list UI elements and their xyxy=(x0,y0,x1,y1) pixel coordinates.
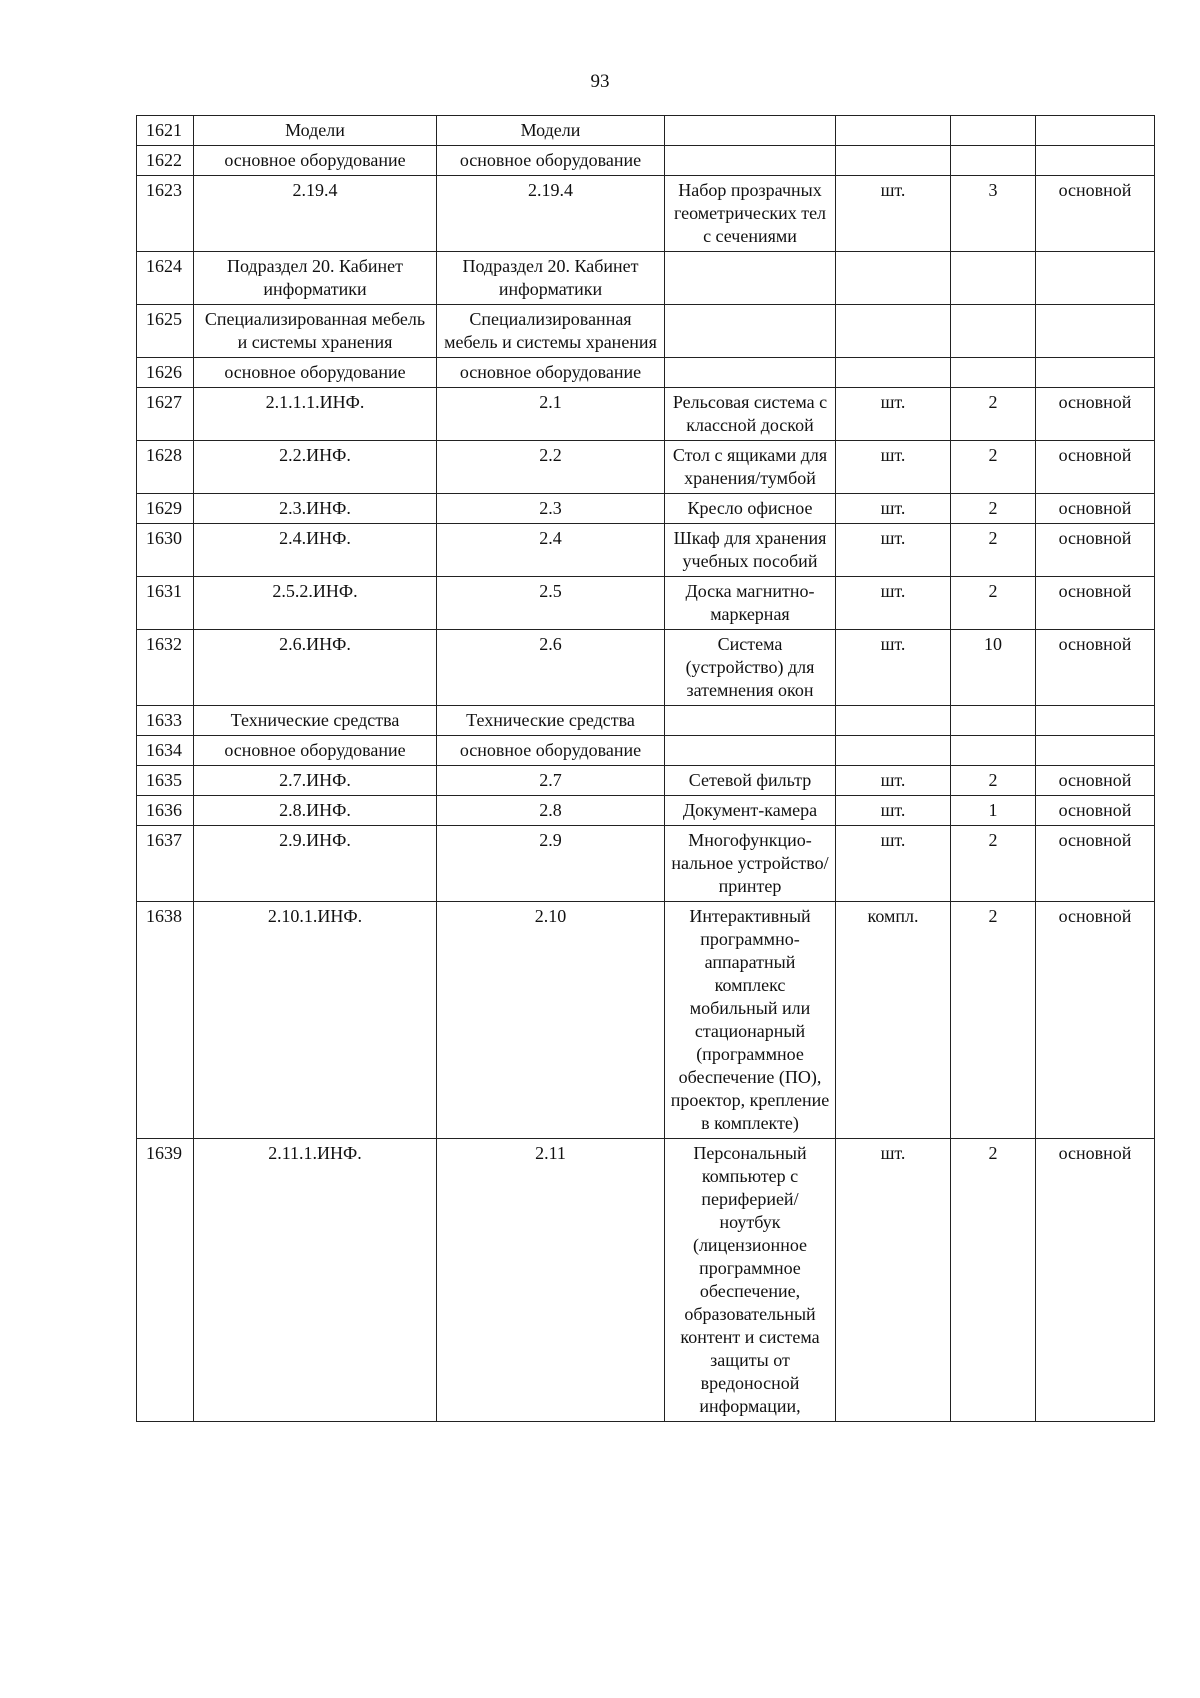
table-row xyxy=(137,736,1155,766)
type-cell xyxy=(1036,305,1155,358)
item-name-cell: Шкаф для хранения учебных пособий xyxy=(665,524,836,577)
table-row xyxy=(137,358,1155,388)
section-code-cell: основное оборудование xyxy=(194,146,437,176)
row-number-cell: 1637 xyxy=(137,826,194,902)
table-row xyxy=(137,252,1155,305)
type-cell xyxy=(1036,358,1155,388)
section-code-cell: 2.10.1.ИНФ. xyxy=(194,902,437,1139)
table-row xyxy=(137,902,1155,1139)
quantity-cell: 2 xyxy=(951,902,1036,1139)
unit-cell xyxy=(836,146,951,176)
type-cell: основной xyxy=(1036,524,1155,577)
table-row xyxy=(137,305,1155,358)
row-number-cell: 1621 xyxy=(137,116,194,146)
unit-cell: шт. xyxy=(836,176,951,252)
ref-code-cell: основное оборудование xyxy=(437,146,665,176)
row-number-cell: 1627 xyxy=(137,388,194,441)
quantity-cell xyxy=(951,358,1036,388)
type-cell: основной xyxy=(1036,766,1155,796)
quantity-cell: 10 xyxy=(951,630,1036,706)
table-row xyxy=(137,176,1155,252)
section-code-cell: основное оборудование xyxy=(194,736,437,766)
item-name-cell: Документ-камера xyxy=(665,796,836,826)
table-row xyxy=(137,766,1155,796)
item-name-cell xyxy=(665,706,836,736)
quantity-cell: 2 xyxy=(951,826,1036,902)
unit-cell: шт. xyxy=(836,630,951,706)
section-code-cell: 2.1.1.1.ИНФ. xyxy=(194,388,437,441)
type-cell: основной xyxy=(1036,1139,1155,1422)
row-number-cell: 1633 xyxy=(137,706,194,736)
ref-code-cell: 2.1 xyxy=(437,388,665,441)
quantity-cell: 2 xyxy=(951,441,1036,494)
item-name-cell: Интерактивный программно-аппаратный комплекс мобильный или стационарный (программное обеспечение (ПО), проектор, крепление в комплекте) xyxy=(665,902,836,1139)
section-code-cell: 2.5.2.ИНФ. xyxy=(194,577,437,630)
type-cell xyxy=(1036,146,1155,176)
quantity-cell: 2 xyxy=(951,494,1036,524)
section-code-cell: Подраздел 20. Кабинет информатики xyxy=(194,252,437,305)
table-row xyxy=(137,116,1155,146)
item-name-cell: Набор прозрачных геометрических тел с сечениями xyxy=(665,176,836,252)
quantity-cell xyxy=(951,736,1036,766)
quantity-cell: 2 xyxy=(951,388,1036,441)
table-row xyxy=(137,630,1155,706)
item-name-cell: Персональный компьютер с периферией/ ноутбук (лицензионное программное обеспечение, образовательный контент и система защиты от вредоносной информации, xyxy=(665,1139,836,1422)
quantity-cell xyxy=(951,305,1036,358)
row-number-cell: 1632 xyxy=(137,630,194,706)
page-number: 93 xyxy=(590,71,610,92)
ref-code-cell: 2.3 xyxy=(437,494,665,524)
unit-cell: шт. xyxy=(836,766,951,796)
table-row xyxy=(137,494,1155,524)
type-cell: основной xyxy=(1036,388,1155,441)
section-code-cell: Специализированная мебель и системы хранения xyxy=(194,305,437,358)
section-code-cell: основное оборудование xyxy=(194,358,437,388)
ref-code-cell: 2.7 xyxy=(437,766,665,796)
table-row xyxy=(137,1139,1155,1422)
section-code-cell: 2.8.ИНФ. xyxy=(194,796,437,826)
item-name-cell xyxy=(665,116,836,146)
quantity-cell: 1 xyxy=(951,796,1036,826)
type-cell: основной xyxy=(1036,577,1155,630)
section-code-cell: Технические средства xyxy=(194,706,437,736)
row-number-cell: 1628 xyxy=(137,441,194,494)
section-code-cell: 2.6.ИНФ. xyxy=(194,630,437,706)
item-name-cell: Доска магнитно-маркерная xyxy=(665,577,836,630)
unit-cell xyxy=(836,252,951,305)
table-row xyxy=(137,796,1155,826)
ref-code-cell: Подраздел 20. Кабинет информатики xyxy=(437,252,665,305)
unit-cell: шт. xyxy=(836,1139,951,1422)
type-cell: основной xyxy=(1036,176,1155,252)
row-number-cell: 1634 xyxy=(137,736,194,766)
type-cell: основной xyxy=(1036,902,1155,1139)
item-name-cell: Система (устройство) для затемнения окон xyxy=(665,630,836,706)
ref-code-cell: 2.11 xyxy=(437,1139,665,1422)
unit-cell: шт. xyxy=(836,388,951,441)
unit-cell: шт. xyxy=(836,796,951,826)
item-name-cell: Стол с ящиками для хранения/тумбой xyxy=(665,441,836,494)
section-code-cell: 2.7.ИНФ. xyxy=(194,766,437,796)
row-number-cell: 1625 xyxy=(137,305,194,358)
ref-code-cell: 2.4 xyxy=(437,524,665,577)
ref-code-cell: 2.5 xyxy=(437,577,665,630)
row-number-cell: 1630 xyxy=(137,524,194,577)
table-row xyxy=(137,146,1155,176)
section-code-cell: 2.9.ИНФ. xyxy=(194,826,437,902)
unit-cell: шт. xyxy=(836,524,951,577)
section-code-cell: 2.4.ИНФ. xyxy=(194,524,437,577)
item-name-cell: Многофункцио-нальное устройство/ принтер xyxy=(665,826,836,902)
row-number-cell: 1622 xyxy=(137,146,194,176)
unit-cell: компл. xyxy=(836,902,951,1139)
type-cell: основной xyxy=(1036,630,1155,706)
ref-code-cell: 2.9 xyxy=(437,826,665,902)
ref-code-cell: Модели xyxy=(437,116,665,146)
table-row xyxy=(137,826,1155,902)
ref-code-cell: Технические средства xyxy=(437,706,665,736)
type-cell: основной xyxy=(1036,494,1155,524)
table-row xyxy=(137,706,1155,736)
row-number-cell: 1623 xyxy=(137,176,194,252)
ref-code-cell: основное оборудование xyxy=(437,358,665,388)
ref-code-cell: 2.19.4 xyxy=(437,176,665,252)
ref-code-cell: основное оборудование xyxy=(437,736,665,766)
quantity-cell: 2 xyxy=(951,1139,1036,1422)
ref-code-cell: Специализированная мебель и системы хранения xyxy=(437,305,665,358)
section-code-cell: 2.2.ИНФ. xyxy=(194,441,437,494)
section-code-cell: 2.11.1.ИНФ. xyxy=(194,1139,437,1422)
unit-cell: шт. xyxy=(836,577,951,630)
type-cell xyxy=(1036,736,1155,766)
table-row xyxy=(137,441,1155,494)
quantity-cell xyxy=(951,706,1036,736)
row-number-cell: 1631 xyxy=(137,577,194,630)
item-name-cell xyxy=(665,305,836,358)
row-number-cell: 1626 xyxy=(137,358,194,388)
item-name-cell: Рельсовая система с классной доской xyxy=(665,388,836,441)
item-name-cell xyxy=(665,358,836,388)
ref-code-cell: 2.10 xyxy=(437,902,665,1139)
row-number-cell: 1635 xyxy=(137,766,194,796)
row-number-cell: 1639 xyxy=(137,1139,194,1422)
type-cell xyxy=(1036,252,1155,305)
quantity-cell: 2 xyxy=(951,766,1036,796)
section-code-cell: 2.3.ИНФ. xyxy=(194,494,437,524)
ref-code-cell: 2.2 xyxy=(437,441,665,494)
type-cell xyxy=(1036,116,1155,146)
unit-cell: шт. xyxy=(836,826,951,902)
unit-cell xyxy=(836,305,951,358)
item-name-cell xyxy=(665,736,836,766)
type-cell: основной xyxy=(1036,796,1155,826)
unit-cell xyxy=(836,706,951,736)
quantity-cell: 2 xyxy=(951,524,1036,577)
unit-cell: шт. xyxy=(836,494,951,524)
type-cell: основной xyxy=(1036,441,1155,494)
section-code-cell: Модели xyxy=(194,116,437,146)
row-number-cell: 1636 xyxy=(137,796,194,826)
ref-code-cell: 2.8 xyxy=(437,796,665,826)
table-body xyxy=(137,116,1155,1422)
row-number-cell: 1624 xyxy=(137,252,194,305)
equipment-table xyxy=(136,115,1155,1422)
row-number-cell: 1629 xyxy=(137,494,194,524)
item-name-cell xyxy=(665,252,836,305)
item-name-cell: Сетевой фильтр xyxy=(665,766,836,796)
table-row xyxy=(137,524,1155,577)
unit-cell xyxy=(836,736,951,766)
quantity-cell: 2 xyxy=(951,577,1036,630)
type-cell xyxy=(1036,706,1155,736)
type-cell: основной xyxy=(1036,826,1155,902)
section-code-cell: 2.19.4 xyxy=(194,176,437,252)
unit-cell xyxy=(836,116,951,146)
row-number-cell: 1638 xyxy=(137,902,194,1139)
unit-cell: шт. xyxy=(836,441,951,494)
table-row xyxy=(137,388,1155,441)
item-name-cell xyxy=(665,146,836,176)
quantity-cell xyxy=(951,252,1036,305)
quantity-cell xyxy=(951,116,1036,146)
quantity-cell: 3 xyxy=(951,176,1036,252)
table-row xyxy=(137,577,1155,630)
item-name-cell: Кресло офисное xyxy=(665,494,836,524)
quantity-cell xyxy=(951,146,1036,176)
unit-cell xyxy=(836,358,951,388)
ref-code-cell: 2.6 xyxy=(437,630,665,706)
